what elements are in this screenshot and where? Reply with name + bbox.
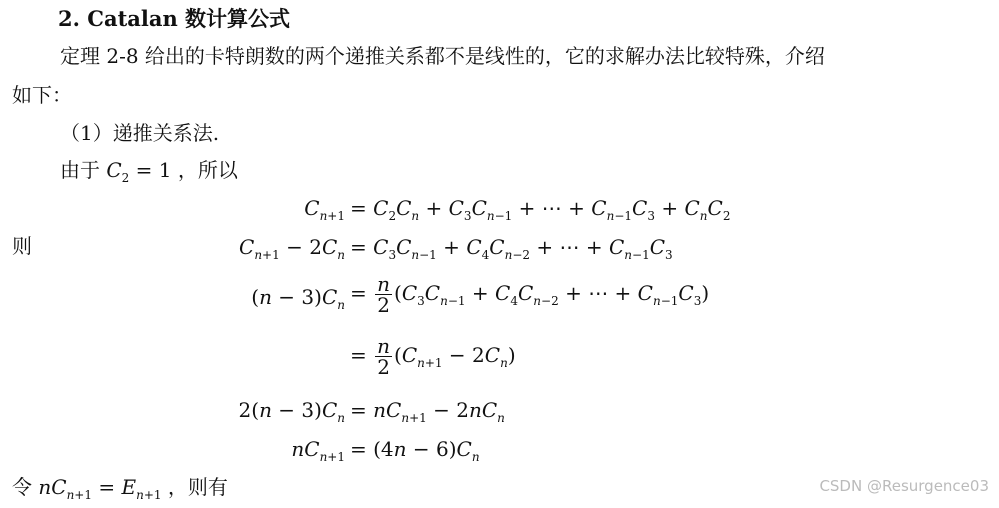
eq3-lhs: $(n - 3)C_n$ bbox=[251, 285, 345, 312]
eq1-rhs: = $C_2C_n + C_3C_{n-1}$ + ⋯ + $C_{n-1}C_3 + C_nC_2$ bbox=[350, 196, 731, 223]
final-suffix: ，则有 bbox=[167, 475, 228, 499]
since-line bbox=[60, 157, 238, 191]
fraction-n-over-2: $\frac{n}{2}$ bbox=[377, 334, 391, 379]
section-number: 2. bbox=[58, 6, 80, 31]
eq6-lhs: $nC_{n+1}$ bbox=[291, 437, 345, 464]
section-heading bbox=[58, 6, 290, 32]
eq5-lhs: $2(n - 3)C_n$ bbox=[238, 398, 345, 425]
section-title: Catalan 数计算公式 bbox=[87, 6, 291, 31]
eq4-rhs: = $\frac{n}{2}$ $(C_{n+1} - 2C_n)$ bbox=[350, 334, 516, 379]
fraction-n-over-2: $\frac{n}{2}$ bbox=[377, 272, 391, 317]
eq5-rhs: = $nC_{n+1} - 2nC_n$ bbox=[350, 398, 505, 425]
eq6-rhs: = $(4n - 6)C_n$ bbox=[350, 437, 480, 464]
eq3-rhs: = $\frac{n}{2}$ ($C_3C_{n-1} + C_4C_{n-2}$ + ⋯ + $C_{n-1}C_3$) bbox=[350, 272, 710, 317]
final-prefix: 令 bbox=[12, 475, 32, 499]
since-suffix: ，所以 bbox=[177, 158, 238, 182]
since-prefix: 由于 bbox=[60, 158, 100, 182]
paragraph-line-1: 定理 2-8 给出的卡特朗数的两个递推关系都不是线性的，它的求解办法比较特殊，介绍 bbox=[60, 44, 825, 68]
eq2-rhs: = $C_3C_{n-1} + C_4C_{n-2}$ + ⋯ + $C_{n-1}C_3$ bbox=[350, 235, 673, 262]
watermark: CSDN @Resurgence03 bbox=[819, 477, 989, 495]
eq2-lhs: $C_{n+1} - 2C_n$ bbox=[239, 235, 345, 262]
method-heading: （1）递推关系法. bbox=[60, 121, 220, 145]
final-math: $nC_{n+1} = E_{n+1}$ bbox=[38, 475, 162, 502]
label-then: 则 bbox=[12, 234, 32, 258]
since-math: $C_2 = 1$ bbox=[106, 158, 172, 185]
paragraph-line-2: 如下： bbox=[12, 83, 72, 107]
eq1-lhs: $C_{n+1}$ bbox=[304, 196, 345, 223]
